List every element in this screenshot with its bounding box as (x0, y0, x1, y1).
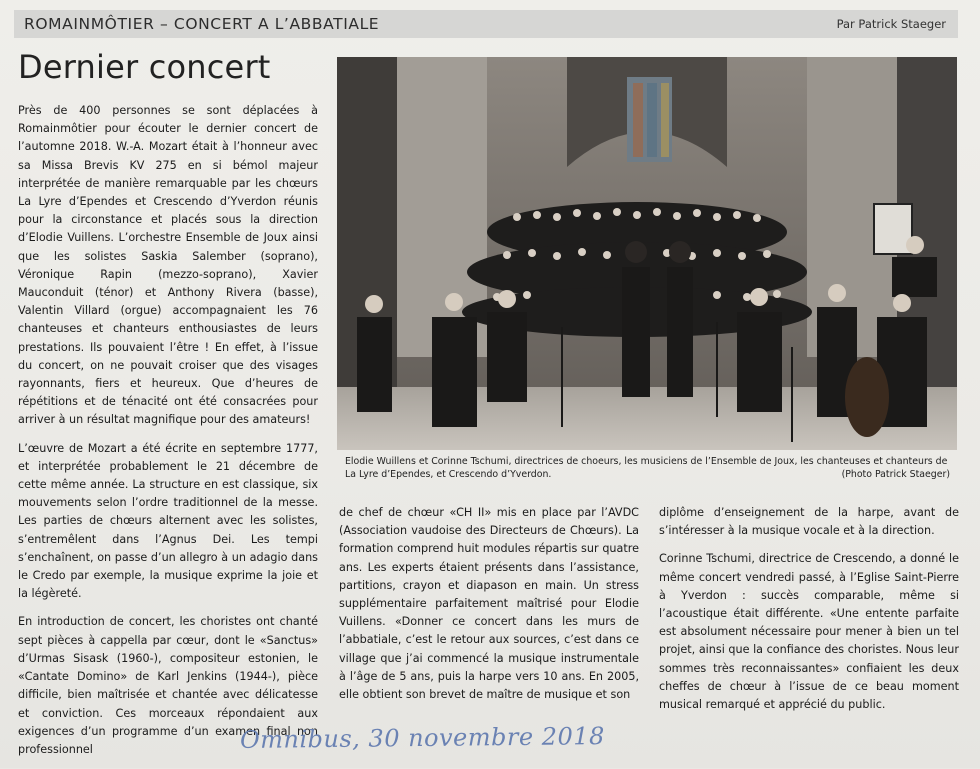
caption-text: Elodie Wuillens et Corinne Tschumi, directrices de choeurs, les musiciens de l’Ensemble de Joux, les chanteuses et chanteurs de La Lyre d’Ependes, et Crescendo d’Yverdon. (345, 456, 948, 480)
text-column-2 (339, 504, 639, 714)
paragraph: Près de 400 personnes se sont déplacées à Romainmôtier pour écouter le dernier concert de l’automne 2018. W.-A. Mozart était à l’honneur avec sa Missa Brevis KV 275 en si bémol majeur interprétée de manière remarquable par les chœurs La Lyre d’Ependes et Crescendo d’Yverdon réunis pour la circonstance et placés sous la direction d’Elodie Vuillens. L’orchestre Ensemble de Joux ainsi que les solistes Saskia Salember (soprano), Véronique Rapin (mezzo-soprano), Xavier Mauconduit (ténor) et Anthony Rivera (basse), Valentin Villard (orgue) accompagnaient les 76 chanteuses et chanteurs enthousiastes de leurs prestations. Ils pouvaient l’être ! En effet, à l’issue du concert, on ne pouvait croiser que des visages rayonnants, fiers et heureux. Que d’heures de répétitions et de ténacité ont été consacrées pour arriver à un résultat magnifique pour des amateurs! (18, 104, 318, 427)
section-kicker: ROMAINMÔTIER – CONCERT A L’ABBATIALE (24, 15, 380, 33)
paragraph: Corinne Tschumi, directrice de Crescendo, a donné le même concert vendredi passé, à l’Eglise Saint-Pierre à Yverdon : succès comparable, même si l’acoustique était différente. «Une entente parfaite est absolument nécessaire pour mener à bien un tel projet, ainsi que la confiance des choristes. Nous leur sommes très reconnaissantes» confiaient les deux cheffes de chœur à l’issue de ce beau moment musical remarqué et apprécié du public. (659, 552, 959, 712)
paragraph: de chef de chœur «CH II» mis en place par l’AVDC (Association vaudoise des Directeurs de Chœurs). La formation comprend huit modules répartis sur quatre ans. Les experts étaient présents dans l’assistance, partitions, crayon et diapason en main. Un stress supplémentaire parfaitement maîtrisé pour Elodie Vuillens. «Donner ce concert dans les murs de l’abbatiale, c’est le retour aux sources, c’est dans ce village que j’ai commencé la musique instrumentale à l’âge de 5 ans, puis la harpe vers 10 ans. En 2005, elle obtient son brevet de maître de musique et son (339, 506, 639, 702)
concert-photo (337, 57, 957, 450)
article-title: Dernier concert (18, 48, 271, 86)
photo-caption (345, 456, 950, 481)
paragraph: En introduction de concert, les choristes ont chanté sept pièces à cappella par cœur, dont le «Sanctus» d’Urmas Sisask (1960-), compositeur estonien, le «Cantate Domino» de Karl Jenkins (1944-), pièce difficile, bien maîtrisée et chantée avec délicatesse et conviction. Ces morceaux répondaient aux exigences d’un programme d’un examen final non professionnel (18, 615, 318, 756)
handwritten-source-note: Omnibus, 30 novembre 2018 (239, 722, 605, 754)
text-column-3 (659, 504, 959, 724)
byline: Par Patrick Staeger (836, 17, 946, 31)
photo-credit: (Photo Patrick Staeger) (841, 468, 950, 480)
paragraph: L’œuvre de Mozart a été écrite en septembre 1777, et interprétée probablement le 21 décembre de cette même année. La structure en est classique, six mouvements selon l’ordre traditionnel de la messe. Les parties de chœurs alternent avec les solistes, s’entremêlent dans l’Agnus Dei. Les tempi s’enchaînent, on passe d’un allegro à un adagio dans le Credo par exemple, la musique exprime la joie et la légèreté. (18, 441, 318, 601)
text-column-1 (18, 102, 318, 769)
paragraph: diplôme d’enseignement de la harpe, avant de s’intéresser à la musique vocale et à la direction. (659, 506, 959, 538)
